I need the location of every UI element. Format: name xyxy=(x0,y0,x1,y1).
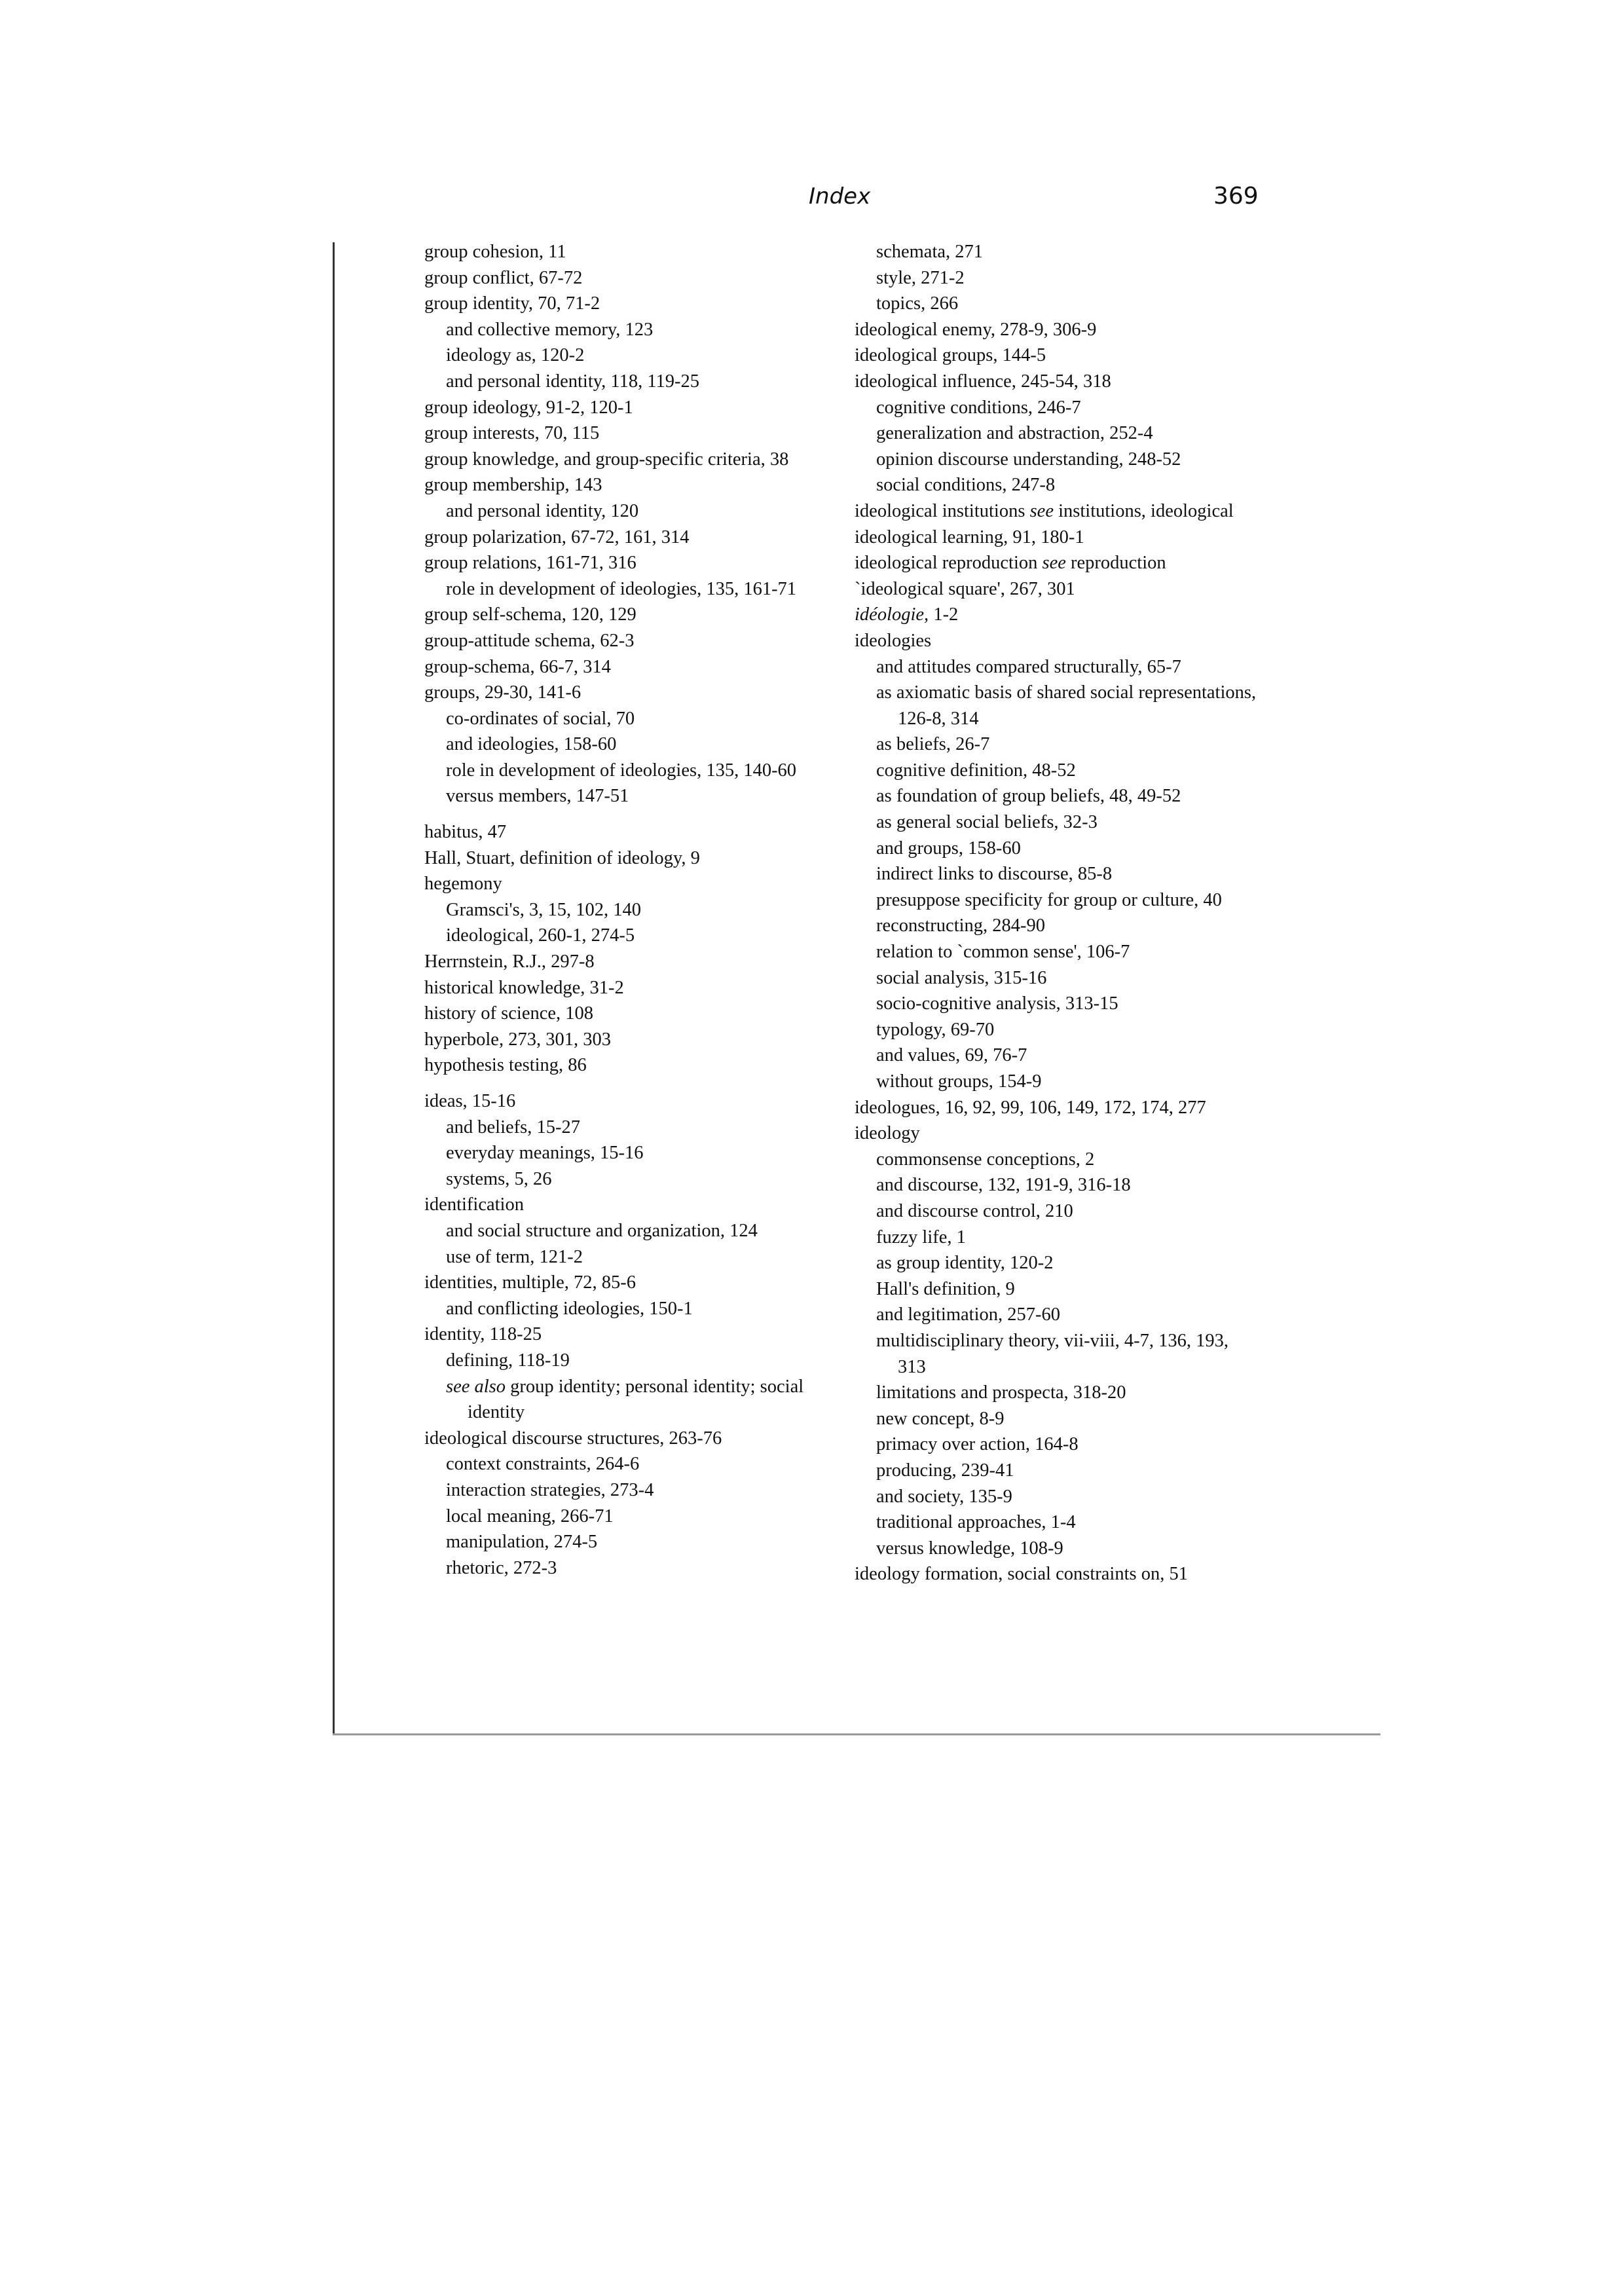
index-entry xyxy=(424,1192,830,1218)
index-subentry xyxy=(855,1276,1261,1303)
index-entry xyxy=(424,602,830,628)
entry-text: history of science, 108 xyxy=(424,1003,594,1024)
entry-text: generalization and abstraction, 252-4 xyxy=(876,423,1153,444)
index-subentry xyxy=(855,991,1261,1017)
entry-text: role in development of ideologies, 135, 161-71 xyxy=(446,578,797,599)
entry-text: ideological influence, 245-54, 318 xyxy=(855,371,1111,392)
index-subentry xyxy=(424,731,830,758)
index-entry xyxy=(424,1027,830,1053)
entry-text: and groups, 158-60 xyxy=(876,838,1021,859)
index-entry xyxy=(424,1322,830,1348)
entry-text: typology, 69-70 xyxy=(876,1019,995,1040)
entry-text: Hall's definition, 9 xyxy=(876,1278,1015,1299)
entry-text: producing, 239-41 xyxy=(876,1460,1014,1481)
index-subentry xyxy=(855,1328,1261,1380)
index-entry xyxy=(424,239,830,265)
index-subentry xyxy=(855,1458,1261,1484)
entry-text: everyday meanings, 15-16 xyxy=(446,1143,644,1164)
entry-text: 1-2 xyxy=(933,604,959,625)
index-subentry xyxy=(855,1509,1261,1536)
entry-text: as axiomatic basis of shared social representations, 126-8, 314 xyxy=(876,682,1257,729)
index-entry xyxy=(424,395,830,421)
index-subentry xyxy=(424,1477,830,1504)
index-subentry xyxy=(424,1140,830,1166)
entry-text: group polarization, 67-72, 161, 314 xyxy=(424,527,690,547)
index-subentry xyxy=(855,654,1261,680)
index-subentry xyxy=(424,923,830,949)
index-subentry xyxy=(424,783,830,809)
entry-text: defining, 118-19 xyxy=(446,1350,570,1371)
index-subentry xyxy=(424,1348,830,1374)
entry-text: social conditions, 247-8 xyxy=(876,475,1056,496)
entry-text: habitus, 47 xyxy=(424,822,507,843)
entry-text: topics, 266 xyxy=(876,293,959,314)
entry-text: commonsense conceptions, 2 xyxy=(876,1149,1095,1170)
index-entry xyxy=(424,654,830,680)
index-subentry xyxy=(424,342,830,369)
entry-text: role in development of ideologies, 135, 140-60 xyxy=(446,760,797,781)
entry-text: limitations and prospecta, 318-20 xyxy=(876,1382,1126,1403)
entry-see-reference: see xyxy=(1029,500,1054,521)
entry-text: groups, 29-30, 141-6 xyxy=(424,682,581,703)
index-subentry xyxy=(855,1380,1261,1406)
index-subentry xyxy=(424,1529,830,1555)
entry-text: group ideology, 91-2, 120-1 xyxy=(424,397,633,418)
entry-text: group conflict, 67-72 xyxy=(424,267,583,288)
index-entry xyxy=(424,1052,830,1079)
entry-text: use of term, 121-2 xyxy=(446,1246,583,1267)
entry-text: and discourse control, 210 xyxy=(876,1200,1073,1221)
entry-text: Herrnstein, R.J., 297-8 xyxy=(424,952,595,972)
index-subentry xyxy=(855,1484,1261,1510)
entry-italic-lead: idéologie, xyxy=(855,604,929,625)
entry-text: multidisciplinary theory, vii-viii, 4-7, 136, 193, 313 xyxy=(876,1330,1229,1377)
index-subentry xyxy=(855,447,1261,473)
entry-text: and values, 69, 76-7 xyxy=(876,1045,1027,1066)
entry-text: as general social beliefs, 32-3 xyxy=(876,812,1098,833)
entry-text: reconstructing, 284-90 xyxy=(876,915,1046,936)
entry-text: and ideologies, 158-60 xyxy=(446,734,617,755)
index-subentry xyxy=(424,897,830,923)
entry-see-reference: see xyxy=(1042,553,1066,574)
entry-text: ideological learning, 91, 180-1 xyxy=(855,527,1084,547)
index-entry xyxy=(855,628,1261,654)
entry-see-target: reproduction xyxy=(1071,553,1166,574)
entry-text: ideological reproduction xyxy=(855,553,1038,574)
index-entry xyxy=(424,628,830,654)
bottom-rule xyxy=(333,1733,1380,1735)
entry-text: ideology formation, social constraints on, 51 xyxy=(855,1564,1188,1585)
entry-text: and personal identity, 118, 119-25 xyxy=(446,371,700,392)
entry-text: Hall, Stuart, definition of ideology, 9 xyxy=(424,847,700,868)
index-subentry xyxy=(424,317,830,343)
index-subentry xyxy=(855,1406,1261,1432)
entry-text: group relations, 161-71, 316 xyxy=(424,553,637,574)
index-subentry xyxy=(855,861,1261,887)
index-subentry xyxy=(855,420,1261,447)
index-entry xyxy=(424,949,830,975)
index-subentry xyxy=(424,498,830,525)
entry-text: as beliefs, 26-7 xyxy=(876,734,990,755)
entry-text: relation to `common sense', 106-7 xyxy=(876,942,1130,963)
index-entry xyxy=(855,317,1261,343)
entry-text: identification xyxy=(424,1194,524,1215)
entry-text: group self-schema, 120, 129 xyxy=(424,604,637,625)
entry-text: indirect links to discourse, 85-8 xyxy=(876,864,1113,885)
index-subentry xyxy=(424,1451,830,1477)
index-subentry xyxy=(855,1198,1261,1225)
index-subentry xyxy=(855,887,1261,914)
entry-text: and legitimation, 257-60 xyxy=(876,1304,1060,1325)
entry-text: ideological discourse structures, 263-76 xyxy=(424,1428,722,1449)
index-entry xyxy=(424,1001,830,1027)
entry-text: and social structure and organization, 124 xyxy=(446,1220,758,1241)
entry-text: identities, multiple, 72, 85-6 xyxy=(424,1272,636,1293)
index-subentry xyxy=(855,939,1261,965)
entry-text: ideological institutions xyxy=(855,500,1025,521)
entry-text: presuppose specificity for group or culture, 40 xyxy=(876,889,1222,910)
index-entry xyxy=(855,498,1261,525)
entry-text: versus knowledge, 108-9 xyxy=(876,1538,1063,1559)
index-entry xyxy=(424,845,830,872)
entry-text: Gramsci's, 3, 15, 102, 140 xyxy=(446,899,642,920)
index-subentry xyxy=(424,1504,830,1530)
entry-text: manipulation, 274-5 xyxy=(446,1532,598,1553)
entry-text: and collective memory, 123 xyxy=(446,319,654,340)
index-entry xyxy=(855,369,1261,395)
entry-see-target: institutions, ideological xyxy=(1058,500,1234,521)
index-subentry xyxy=(424,576,830,602)
page-number: 369 xyxy=(1213,183,1259,210)
entry-text: group interests, 70, 115 xyxy=(424,423,600,444)
index-entry xyxy=(424,447,830,473)
entry-text: ideologues, 16, 92, 99, 106, 149, 172, 174, 277 xyxy=(855,1097,1206,1118)
index-subentry xyxy=(855,395,1261,421)
index-subentry xyxy=(424,369,830,395)
index-subentry xyxy=(855,1147,1261,1173)
index-subentry xyxy=(855,1432,1261,1458)
index-subentry xyxy=(424,1166,830,1192)
entry-text: identity, 118-25 xyxy=(424,1324,542,1345)
index-subentry xyxy=(424,1218,830,1244)
index-subentry xyxy=(855,913,1261,939)
entry-text: and personal identity, 120 xyxy=(446,500,639,521)
running-title: Index xyxy=(809,183,871,210)
index-entry xyxy=(424,975,830,1001)
index-entry xyxy=(424,550,830,576)
index-subentry xyxy=(855,680,1261,731)
index-entry xyxy=(424,525,830,551)
entry-text: group membership, 143 xyxy=(424,475,602,496)
entry-text: cognitive definition, 48-52 xyxy=(876,760,1076,781)
index-subentry xyxy=(855,1536,1261,1562)
index-entry xyxy=(855,1120,1261,1147)
entry-text: local meaning, 266-71 xyxy=(446,1506,614,1526)
index-column-left xyxy=(424,239,830,1581)
entry-text: rhetoric, 272-3 xyxy=(446,1557,557,1578)
index-entry xyxy=(855,525,1261,551)
entry-text: fuzzy life, 1 xyxy=(876,1227,966,1248)
entry-text: group-schema, 66-7, 314 xyxy=(424,656,611,677)
index-subentry xyxy=(424,1296,830,1322)
index-subentry xyxy=(855,1069,1261,1095)
index-entry xyxy=(855,342,1261,369)
entry-text: ideological groups, 144-5 xyxy=(855,345,1046,366)
entry-text: socio-cognitive analysis, 313-15 xyxy=(876,993,1118,1014)
index-subentry xyxy=(855,731,1261,758)
index-subentry xyxy=(855,836,1261,862)
index-subentry xyxy=(855,472,1261,498)
entry-text: ideological enemy, 278-9, 306-9 xyxy=(855,319,1097,340)
index-subentry xyxy=(855,809,1261,836)
entry-text: opinion discourse understanding, 248-52 xyxy=(876,449,1181,470)
entry-text: as group identity, 120-2 xyxy=(876,1253,1054,1274)
entry-text: ideology as, 120-2 xyxy=(446,345,585,366)
entry-text: versus members, 147-51 xyxy=(446,786,629,807)
index-entry xyxy=(424,1426,830,1452)
index-subentry xyxy=(855,1250,1261,1276)
entry-text: cognitive conditions, 246-7 xyxy=(876,397,1081,418)
entry-text: group cohesion, 11 xyxy=(424,242,566,262)
index-subentry xyxy=(855,239,1261,265)
entry-italic-lead: see also xyxy=(446,1376,506,1397)
index-subentry xyxy=(855,1017,1261,1043)
index-subentry xyxy=(855,265,1261,291)
entry-text: group identity; personal identity; social identity xyxy=(468,1376,804,1423)
index-entry xyxy=(424,291,830,317)
index-subentry xyxy=(855,1225,1261,1251)
entry-text: group-attitude schema, 62-3 xyxy=(424,630,635,651)
index-subentry xyxy=(855,1172,1261,1198)
index-entry xyxy=(855,1095,1261,1121)
entry-text: context constraints, 264-6 xyxy=(446,1454,640,1475)
entry-text: ideology xyxy=(855,1123,920,1144)
index-subentry xyxy=(855,1043,1261,1069)
index-entry xyxy=(424,871,830,897)
entry-text: group identity, 70, 71-2 xyxy=(424,293,600,314)
entry-text: and beliefs, 15-27 xyxy=(446,1117,580,1137)
left-margin-rule xyxy=(333,242,335,1735)
index-subentry xyxy=(424,1244,830,1270)
entry-text: new concept, 8-9 xyxy=(876,1408,1005,1429)
index-subentry xyxy=(855,291,1261,317)
index-subentry xyxy=(855,1302,1261,1328)
entry-text: traditional approaches, 1-4 xyxy=(876,1512,1076,1533)
index-subentry xyxy=(424,1374,830,1426)
index-subentry xyxy=(855,783,1261,809)
entry-text: ideologies xyxy=(855,630,932,651)
index-subentry xyxy=(855,758,1261,784)
index-entry xyxy=(424,1270,830,1296)
entry-text: ideological, 260-1, 274-5 xyxy=(446,925,635,946)
index-entry xyxy=(424,420,830,447)
entry-text: co-ordinates of social, 70 xyxy=(446,708,635,729)
entry-text: `ideological square', 267, 301 xyxy=(855,578,1075,599)
index-entry xyxy=(424,1088,830,1115)
index-entry xyxy=(424,680,830,706)
entry-text: social analysis, 315-16 xyxy=(876,967,1047,988)
entry-text: systems, 5, 26 xyxy=(446,1168,552,1189)
index-subentry xyxy=(424,758,830,784)
entry-text: group knowledge, and group-specific criteria, 38 xyxy=(424,449,789,470)
entry-text: hyperbole, 273, 301, 303 xyxy=(424,1029,611,1050)
entry-text: interaction strategies, 273-4 xyxy=(446,1479,654,1500)
index-subentry xyxy=(424,706,830,732)
index-subentry xyxy=(424,1555,830,1581)
index-subentry xyxy=(855,965,1261,991)
entry-text: hegemony xyxy=(424,874,502,895)
index-entry xyxy=(424,819,830,845)
index-subentry xyxy=(424,1115,830,1141)
entry-text: schemata, 271 xyxy=(876,242,984,262)
entry-text: primacy over action, 164-8 xyxy=(876,1434,1079,1455)
index-entry xyxy=(424,472,830,498)
index-entry xyxy=(855,550,1261,576)
entry-text: ideas, 15-16 xyxy=(424,1091,516,1111)
index-entry xyxy=(855,602,1261,628)
entry-text: style, 271-2 xyxy=(876,267,965,288)
running-head xyxy=(0,177,1624,216)
entry-text: hypothesis testing, 86 xyxy=(424,1055,587,1076)
index-column-right xyxy=(855,239,1261,1587)
entry-text: and discourse, 132, 191-9, 316-18 xyxy=(876,1175,1131,1196)
entry-text: and society, 135-9 xyxy=(876,1486,1012,1507)
entry-text: without groups, 154-9 xyxy=(876,1071,1042,1092)
entry-text: and attitudes compared structurally, 65-7 xyxy=(876,656,1181,677)
index-entry xyxy=(424,265,830,291)
index-entry xyxy=(855,1561,1261,1587)
index-entry xyxy=(855,576,1261,602)
entry-text: and conflicting ideologies, 150-1 xyxy=(446,1298,693,1319)
entry-text: historical knowledge, 31-2 xyxy=(424,977,624,998)
entry-text: as foundation of group beliefs, 48, 49-52 xyxy=(876,786,1181,807)
